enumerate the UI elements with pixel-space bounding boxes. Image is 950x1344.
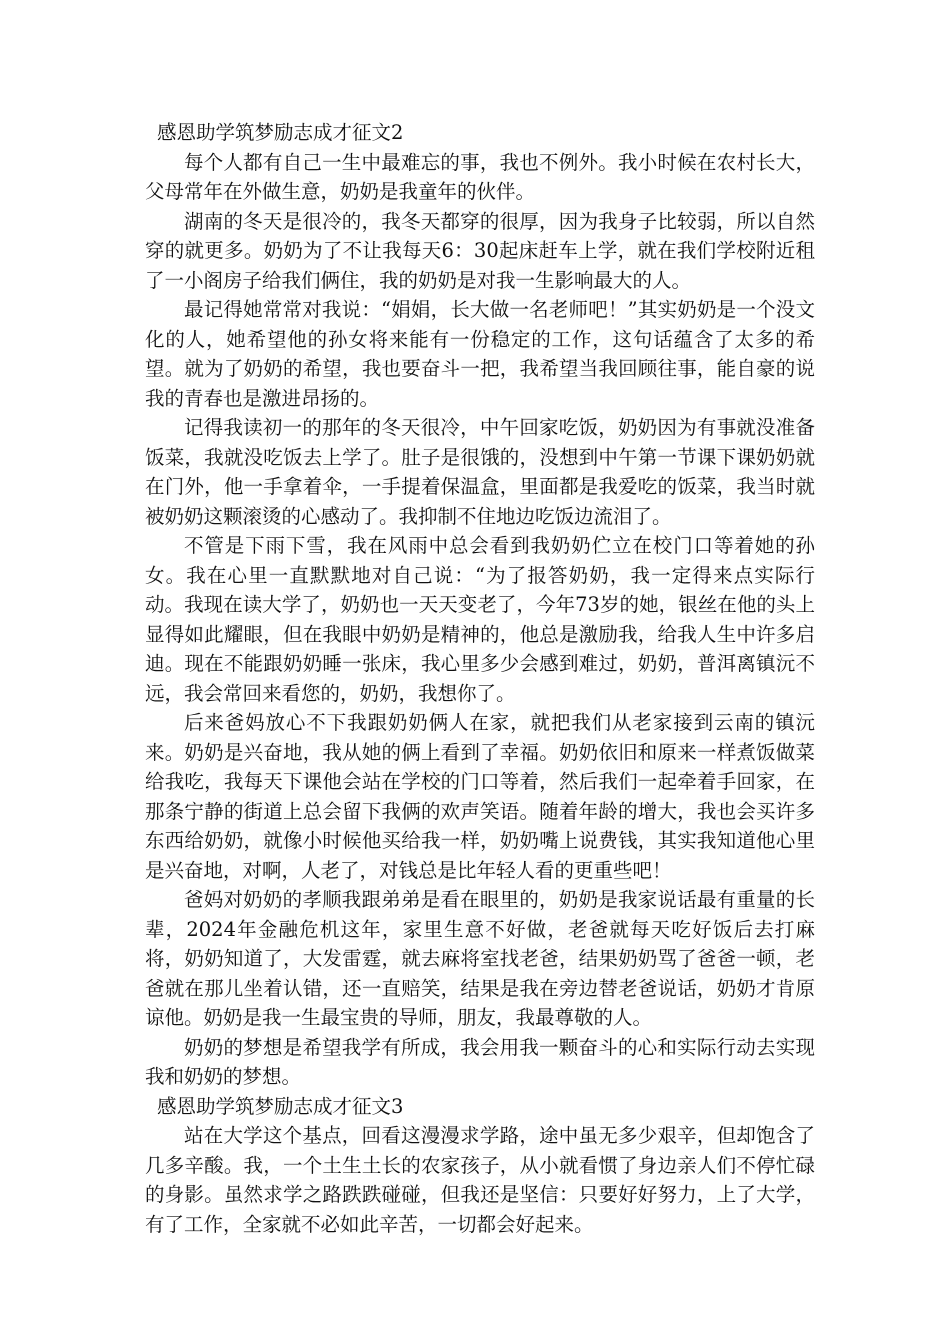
document-page [145,118,815,1239]
paragraph: 每个人都有自己一生中最难忘的事，我也不例外。我小时候在农村长大，父母常年在外做生意，奶奶是我童年的伙伴。 [145,150,815,203]
paragraph: 不管是下雨下雪，我在风雨中总会看到我奶奶伫立在校门口等着她的孙女。我在心里一直默默地对自己说：“为了报答奶奶，我一定得来点实际行动。我现在读大学了，奶奶也一天天变老了，今年73岁的她，银丝在他的头上显得如此耀眼，但在我眼中奶奶是精神的，他总是激励我，给我人生中许多启迪。现在不能跟奶奶睡一张床，我心里多少会感到难过，奶奶，普洱离镇沅不远，我会常回来看您的，奶奶，我想你了。 [145,534,815,705]
paragraph: 站在大学这个基点，回看这漫漫求学路，途中虽无多少艰辛，但却饱含了几多辛酸。我，一个土生土长的农家孩子，从小就看惯了身边亲人们不停忙碌的身影。虽然求学之路跌跌碰碰，但我还是坚信：只要好好努力，上了大学，有了工作，全家就不必如此辛苦，一切都会好起来。 [145,1124,815,1236]
paragraph: 后来爸妈放心不下我跟奶奶俩人在家，就把我们从老家接到云南的镇沅来。奶奶是兴奋地，我从她的俩上看到了幸福。奶奶依旧和原来一样煮饭做菜给我吃，我每天下课他会站在学校的门口等着，然后我们一起牵着手回家，在那条宁静的街道上总会留下我俩的欢声笑语。随着年龄的增大，我也会买许多东西给奶奶，就像小时候他买给我一样，奶奶嘴上说费钱，其实我知道他心里是兴奋地，对啊，人老了，对钱总是比年轻人看的更重些吧！ [145,711,815,882]
section-title: 感恩助学筑梦励志成才征文2 [157,121,404,144]
paragraph: 湖南的冬天是很冷的，我冬天都穿的很厚，因为我身子比较弱，所以自然穿的就更多。奶奶为了不让我每天6：30起床赶车上学，就在我们学校附近租了一小阁房子给我们俩住，我的奶奶是对我一生影响最大的人。 [145,209,815,292]
paragraph: 奶奶的梦想是希望我学有所成，我会用我一颗奋斗的心和实际行动去实现我和奶奶的梦想。 [145,1035,815,1088]
section-title: 感恩助学筑梦励志成才征文3 [157,1094,404,1118]
paragraph: 爸妈对奶奶的孝顺我跟弟弟是看在眼里的，奶奶是我家说话最有重量的长辈，2024年金融危机这年，家里生意不好做，老爸就每天吃好饭后去打麻将，奶奶知道了，大发雷霆，就去麻将室找老爸，结果奶奶骂了爸爸一顿，老爸就在那儿坐着认错，还一直赔笑，结果是我在旁边替老爸说话，奶奶才肯原谅他。奶奶是我一生最宝贵的导师，朋友，我最尊敬的人。 [145,888,815,1029]
essay-section-3 [145,1092,815,1240]
paragraph: 记得我读初一的那年的冬天很冷，中午回家吃饭，奶奶因为有事就没准备饭菜，我就没吃饭去上学了。肚子是很饿的，没想到中午第一节课下课奶奶就在门外，他一手拿着伞，一手提着保温盒，里面都是我爱吃的饭菜，我当时就被奶奶这颗滚烫的心感动了。我抑制不住地边吃饭边流泪了。 [145,416,815,528]
paragraph: 最记得她常常对我说：“娟娟，长大做一名老师吧！”其实奶奶是一个没文化的人，她希望他的孙女将来能有一份稳定的工作，这句话蕴含了太多的希望。就为了奶奶的希望，我也要奋斗一把，我希望当我回顾往事，能自豪的说我的青春也是激进昂扬的。 [145,298,815,410]
essay-section-2 [145,118,815,1092]
